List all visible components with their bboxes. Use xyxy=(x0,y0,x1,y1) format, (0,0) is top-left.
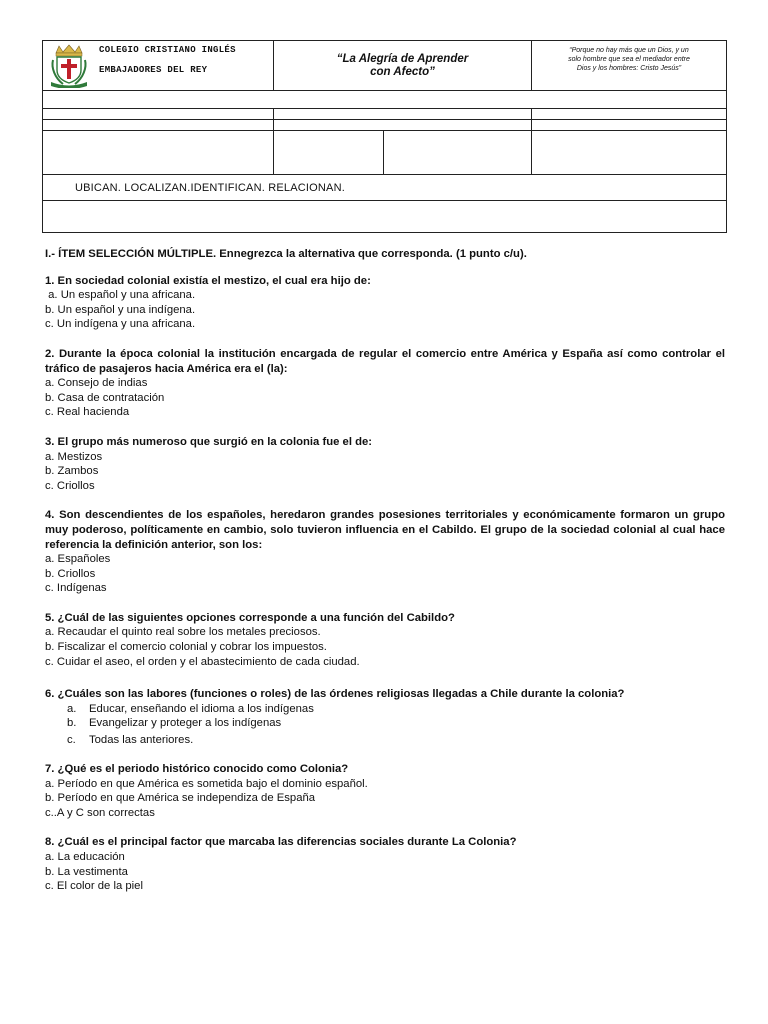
option-b[interactable]: b. Casa de contratación xyxy=(45,391,165,404)
option-b[interactable]: b. Fiscalizar el comercio colonial y cobrar los impuestos. xyxy=(45,641,327,654)
option-a[interactable]: a. Un español y una africana. xyxy=(45,289,196,302)
option-text: Educar, enseñando el idioma a los indígenas xyxy=(89,702,314,715)
option-c[interactable]: c. Cuidar el aseo, el orden y el abastecimiento de cada ciudad. xyxy=(45,655,360,668)
motto-line2: con Afecto” xyxy=(370,65,435,78)
option-label: a. xyxy=(67,702,77,715)
header-table xyxy=(42,40,727,233)
option-b[interactable]: b. Un español y una indígena. xyxy=(45,303,196,316)
option-label: b. xyxy=(67,717,77,730)
question-7 xyxy=(45,762,725,820)
question-2 xyxy=(45,347,725,420)
school-crest-logo xyxy=(47,44,91,88)
option-a[interactable]: a. La educación xyxy=(45,851,125,863)
option-b[interactable]: b. Período en que América se independiza de España xyxy=(45,792,316,805)
option-c[interactable]: c. El color de la piel xyxy=(45,880,143,893)
question-text: 5. ¿Cuál de las siguientes opciones corresponde a una función del Cabildo? xyxy=(45,611,455,624)
question-text: 4. Son descendientes de los españoles, heredaron grandes posesiones territoriales y económicamente formaron un grupo muy poderoso, políticamente en cambio, solo tuvieron influencia en el Cabildo. El grupo de la sociedad colonial al cual hace referencia la definición anterior, son los: xyxy=(45,509,725,551)
question-text: 8. ¿Cuál es el principal factor que marcaba las diferencias sociales durante La Colonia? xyxy=(45,836,517,849)
verse-line1: “Porque no hay más que un Dios, y un xyxy=(569,47,689,54)
option-a[interactable]: a. Consejo de indias xyxy=(45,377,148,390)
skills-text: UBICAN. LOCALIZAN.IDENTIFICAN. RELACIONAN. xyxy=(75,182,345,194)
option-c[interactable]: c. Un indígena y una africana. xyxy=(45,318,196,331)
option-text: Todas las anteriores. xyxy=(89,734,194,747)
option-b[interactable]: b. Zambos xyxy=(45,465,99,478)
option-b[interactable]: b. Criollos xyxy=(45,567,96,580)
question-6 xyxy=(45,687,725,749)
option-a[interactable] xyxy=(45,702,725,717)
questions-section xyxy=(45,247,725,894)
verse-line2: solo hombre que sea el mediador entre xyxy=(568,56,690,63)
header-row-blank-5 xyxy=(43,201,726,232)
option-a[interactable]: a. Recaudar el quinto real sobre los metales preciosos. xyxy=(45,626,321,639)
header-row-skills xyxy=(43,175,726,201)
header-row-blank-2 xyxy=(43,109,726,120)
option-a[interactable]: a. Españoles xyxy=(45,553,111,566)
question-5 xyxy=(45,611,725,669)
option-label: c. xyxy=(67,734,76,747)
option-b[interactable] xyxy=(45,716,725,731)
question-text: 7. ¿Qué es el periodo histórico conocido como Colonia? xyxy=(45,763,349,776)
header-row-school xyxy=(43,41,726,91)
question-8 xyxy=(45,835,725,893)
question-4 xyxy=(45,508,725,596)
header-row-blank-1 xyxy=(43,91,726,109)
option-c[interactable]: c..A y C son correctas xyxy=(45,806,155,819)
school-names xyxy=(99,44,236,84)
question-text: 3. El grupo más numeroso que surgió en la colonia fue el de: xyxy=(45,435,373,448)
option-a[interactable]: a. Período en que América es sometida bajo el dominio español. xyxy=(45,777,368,790)
verse-line3: Dios y los hombres: Cristo Jesús” xyxy=(576,65,682,72)
option-c[interactable]: c. Real hacienda xyxy=(45,406,130,419)
school-name-line2: EMBAJADORES DEL REY xyxy=(99,65,208,75)
header-row-blank-4 xyxy=(43,131,726,175)
motto-cell xyxy=(274,41,532,90)
option-c[interactable]: c. Indígenas xyxy=(45,582,107,595)
option-b[interactable]: b. La vestimenta xyxy=(45,865,128,878)
question-text: 2. Durante la época colonial la institución encargada de regular el comercio entre América y España así como controlar el tráfico de pasajeros hacia América era el (la): xyxy=(45,347,725,375)
option-a[interactable]: a. Mestizos xyxy=(45,450,103,463)
motto-line1: “La Alegría de Aprender xyxy=(336,52,469,65)
question-text: 1. En sociedad colonial existía el mestizo, el cual era hijo de: xyxy=(45,274,371,287)
option-text: Evangelizar y proteger a los indígenas xyxy=(89,717,282,730)
question-1 xyxy=(45,274,725,332)
school-cell xyxy=(43,41,274,90)
option-c[interactable] xyxy=(45,731,725,749)
question-3 xyxy=(45,435,725,493)
section-title: I.- ÍTEM SELECCIÓN MÚLTIPLE. Ennegrezca la alternativa que corresponda. (1 punto c/u). xyxy=(45,248,527,260)
question-text: 6. ¿Cuáles son las labores (funciones o roles) de las órdenes religiosas llegadas a Chile durante la colonia? xyxy=(45,688,625,701)
option-c[interactable]: c. Criollos xyxy=(45,479,95,492)
verse-cell xyxy=(532,41,726,90)
school-name-line1: COLEGIO CRISTIANO INGLÉS xyxy=(99,45,236,55)
header-row-blank-3 xyxy=(43,120,726,131)
